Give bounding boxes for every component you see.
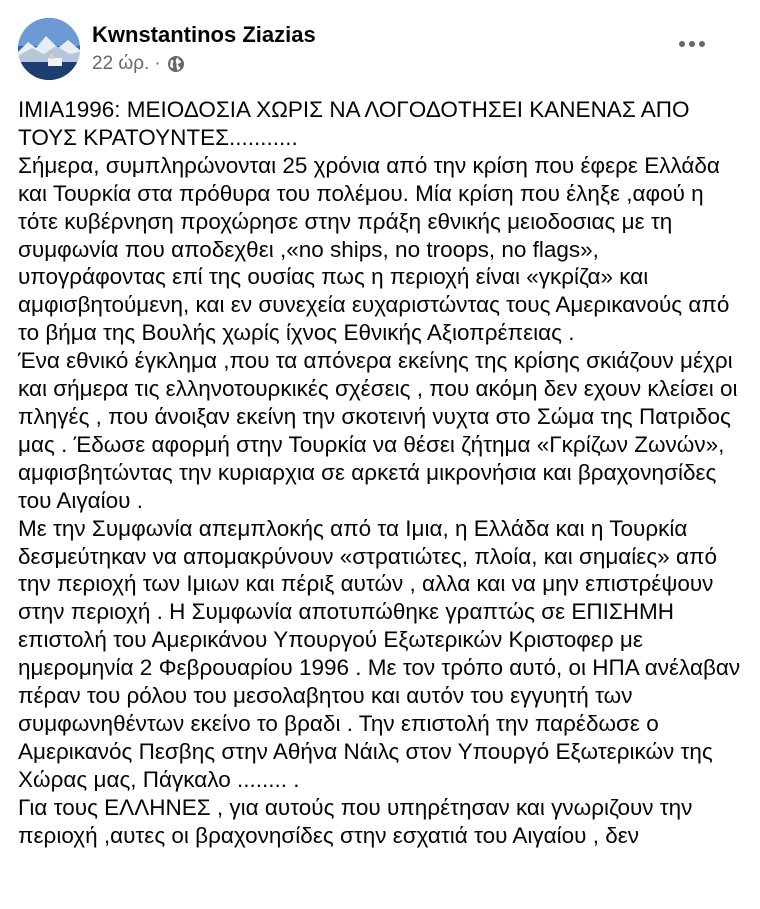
avatar[interactable]: [18, 18, 80, 80]
author-name[interactable]: Kwnstantinos Ziazias: [92, 22, 316, 47]
more-dot: [689, 41, 695, 47]
avatar-image: [18, 18, 80, 80]
meta-separator: ·: [154, 53, 161, 74]
more-dot: [699, 41, 705, 47]
post-time[interactable]: 22 ώρ.: [92, 53, 150, 74]
post-meta: [92, 53, 185, 75]
post-body: ΙΜΙΑ1996: ΜΕΙΟΔΟΣΙΑ ΧΩΡΙΣ ΝΑ ΛΟΓΟΔΟΤΗΣΕΙ ΚΑΝΕΝΑΣ ΑΠΟ ΤΟΥΣ ΚΡΑΤΟΥΝΤΕΣ........... Σήμερα, συμπληρώνονται 25 χρόνια από την κρίση που έφερε Ελλάδα και Τουρκία στα πρόθυρα του πολέμου. Μία κρίση που έληξε ,αφού η τότε κυβέρνηση προχώρησε στην πράξη εθνικής μειοδοσιας με τη συμφωνία που αποδεχθει ,«no ships, no troops, no flags», υπογράφοντας επί της ουσίας πως η περιοχή είναι «γκρίζα» και αμφισβητούμενη, και εν συνεχεία ευχαριστώντας τους Αμερικανούς από το βήμα της Βουλής χωρίς ίχνος Εθνικής Αξιοπρέπειας . Ένα εθνικό έγκλημα ,που τα απόνερα εκείνης της κρίσης σκιάζουν μέχρι και σήμερα τις ελληνοτουρκικές σχέσεις , που ακόμη δεν εχουν κλείσει οι πληγές , που άνοιξαν εκείνη την σκοτεινή νυχτα στο Σώμα της Πατριδος μας . Έδωσε αφορμή στην Τουρκία να θέσει ζήτημα «Γκρίζων Ζωνών», αμφισβητώντας την κυριαρχια σε αρκετά μικρονήσια και βραχονησίδες του Αιγαίου . Με την Συμφωνία απεμπλοκής από τα Ιμια, η Ελλάδα και η Τουρκία δεσμεύτηκαν να απομακρύνουν «στρατιώτες, πλοία, και σημαίες» από την περιοχή των Ιμιων και πέριξ αυτών , αλλα και να μην επιστρέψουν στην περιοχή . Η Συμφωνία αποτυπώθηκε γραπτώς σε ΕΠΙΣΗΜΗ επιστολή του Αμερικάνου Υπουργού Εξωτερικών Κριστοφερ με ημερομηνία 2 Φεβρουαρίου 1996 . Με τον τρόπο αυτό, οι ΗΠΑ ανέλαβαν πέραν του ρόλου του μεσολαβητου και αυτόν του εγγυητή των συμφωνηθέντων εκείνο το βραδι . Την επιστολή την παρέδωσε ο Αμερικανός Πεσβης στην Αθήνα Νάιλς στον Υπουργό Εξωτερικών της Χώρας μας, Πάγκαλο ........ . Για τους ΕΛΛΗΝΕΣ , για αυτούς που υπηρέτησαν και γνωριζουν την περιοχή ,αυτες οι βραχονησίδες στην εσχατιά του Αιγαίου , δεν: [18, 97, 741, 848]
globe-icon[interactable]: [167, 55, 185, 73]
more-options-icon[interactable]: [674, 26, 710, 62]
post-header: [18, 18, 738, 82]
more-dot: [679, 41, 685, 47]
